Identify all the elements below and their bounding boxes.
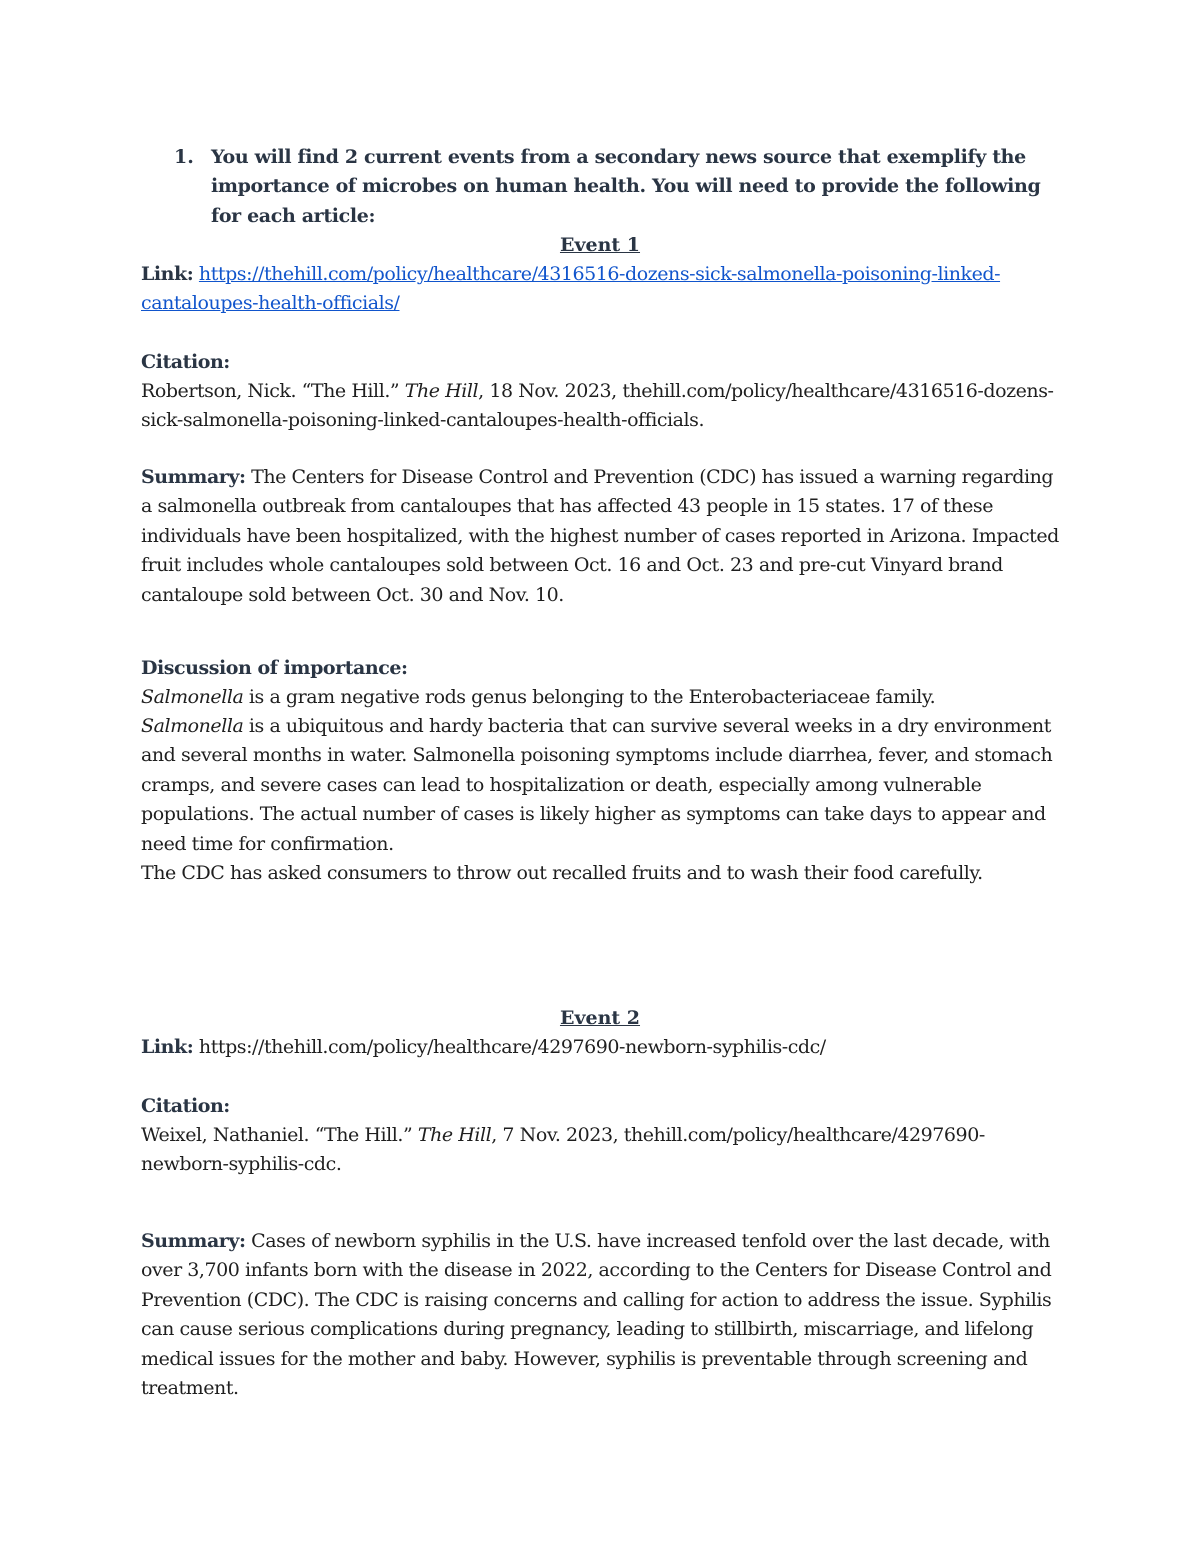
event-1-discussion-line-3: [141, 859, 1061, 888]
event-2-summary: [141, 1227, 1061, 1403]
citation-publication: The Hill: [417, 1124, 492, 1146]
discussion-label-block: [141, 654, 1061, 683]
event-1-citation: [141, 377, 1061, 436]
discussion-label: Discussion of importance:: [141, 657, 408, 679]
citation-label-2: [141, 1092, 1061, 1121]
citation-label-1: [141, 348, 1061, 377]
event-1-heading: Event 1: [559, 234, 641, 256]
summary-text: Cases of newborn syphilis in the U.S. have increased tenfold over the last decade, with over 3,700 infants born with the disease in 2022, according to the Centers for Disease Control and Prevention (CDC). The CDC is raising concerns and calling for action to address the issue. Syphilis can cause serious complications during pregnancy, leading to stillbirth, miscarriage, and lifelong medical issues for the mother and baby. However, syphilis is preventable through screening and treatment.: [141, 1230, 1052, 1400]
event-2-citation: [141, 1121, 1061, 1180]
event-1-link-paragraph: [141, 260, 1061, 319]
discussion-text-2: is a ubiquitous and hardy bacteria that can survive several weeks in a dry environment and several months in water. Salmonella poisoning symptoms include diarrhea, fever, and stomach cramps, and severe cases can lead to hospitalization or death, especially among vulnerable populations. The actual number of cases is likely higher as symptoms can take days to appear and need time for confirmation.: [141, 715, 1053, 855]
event-1-discussion-line-1: [141, 683, 1061, 712]
citation-publication: The Hill: [404, 380, 479, 402]
event-1-link[interactable]: https://thehill.com/policy/healthcare/4316516-dozens-sick-salmonella-poisoning-linked-cantaloupes-health-officials/: [141, 263, 1001, 315]
link-label: Link:: [141, 263, 194, 285]
citation-label: Citation:: [141, 1095, 230, 1117]
summary-label: Summary:: [141, 466, 246, 488]
event-2-heading: Event 2: [559, 1007, 641, 1029]
summary-text: The Centers for Disease Control and Prevention (CDC) has issued a warning regarding a salmonella outbreak from cantaloupes that has affected 43 people in 15 states. 17 of these individuals have been hospitalized, with the highest number of cases reported in Arizona. Impacted fruit includes whole cantaloupes sold between Oct. 16 and Oct. 23 and pre-cut Vinyard brand cantaloupe sold between Oct. 30 and Nov. 10.: [141, 466, 1059, 606]
event-2-link[interactable]: https://thehill.com/policy/healthcare/4297690-newborn-syphilis-cdc/: [198, 1036, 826, 1058]
citation-author: Weixel, Nathaniel. “The Hill.”: [141, 1124, 418, 1146]
list-number: 1.: [174, 146, 194, 168]
event-1-discussion-line-2: [141, 712, 1061, 859]
event-2-link-paragraph: [141, 1033, 1061, 1062]
genus-name: Salmonella: [141, 715, 244, 737]
discussion-text-1: is a gram negative rods genus belonging to the Enterobacteriaceae family.: [243, 686, 936, 708]
citation-label: Citation:: [141, 351, 230, 373]
summary-label: Summary:: [141, 1230, 246, 1252]
citation-details: , 7 Nov. 2023, thehill.com/policy/healthcare/4297690-newborn-syphilis-cdc.: [141, 1124, 985, 1176]
link-label: Link:: [141, 1036, 194, 1058]
citation-details: , 18 Nov. 2023, thehill.com/policy/healthcare/4316516-dozens-sick-salmonella-poisoning-linked-cantaloupes-health-officials.: [141, 380, 1054, 432]
genus-name: Salmonella: [141, 686, 244, 708]
discussion-text-3: The CDC has asked consumers to throw out recalled fruits and to wash their food carefully.: [141, 862, 983, 884]
event-1-summary: [141, 463, 1061, 610]
question-text: You will find 2 current events from a secondary news source that exemplify the importance of microbes on human health. You will need to provide the following for each article:: [211, 146, 1041, 227]
citation-author: Robertson, Nick. “The Hill.”: [141, 380, 405, 402]
